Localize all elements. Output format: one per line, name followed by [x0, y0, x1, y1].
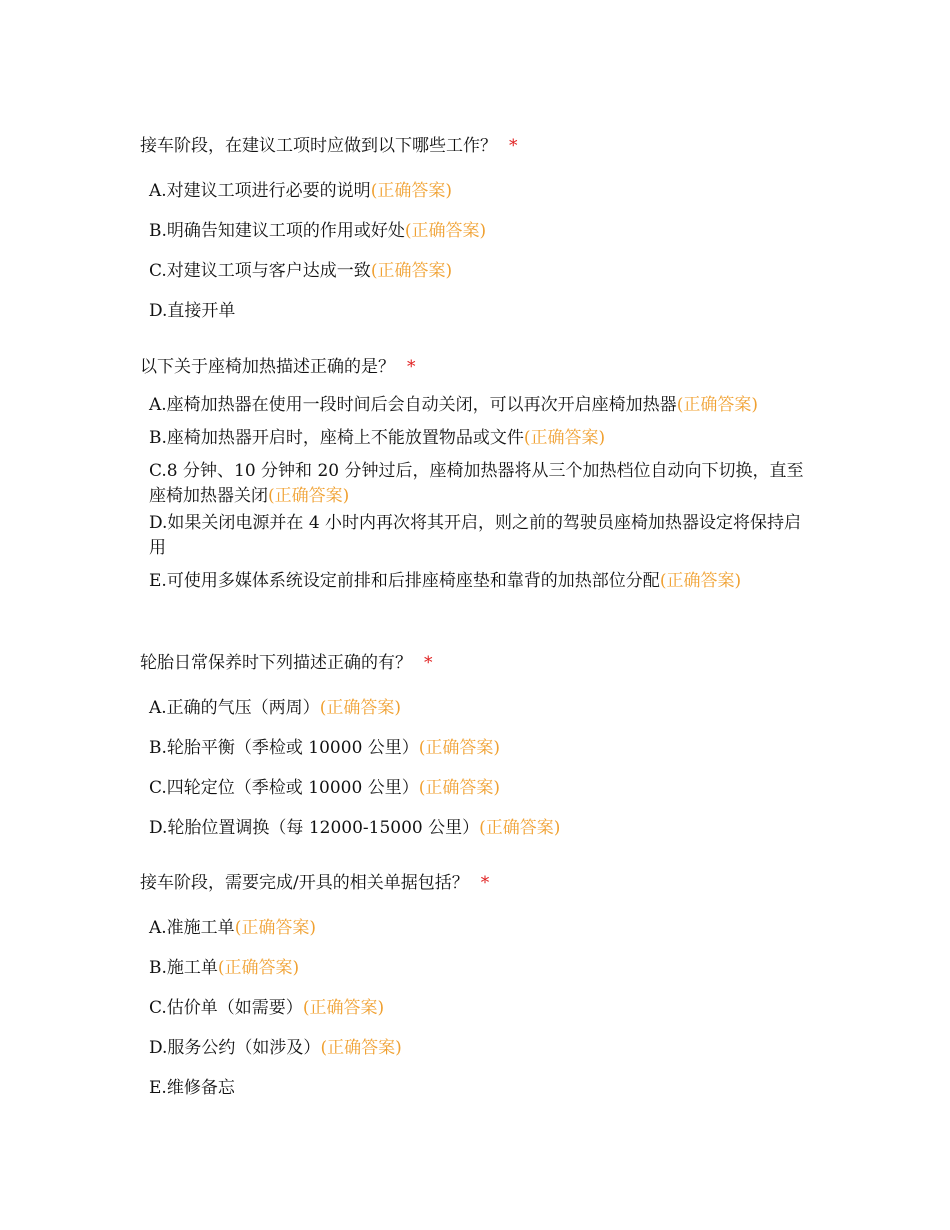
question-3: [140, 651, 820, 841]
option-d: D.直接开单: [149, 301, 236, 321]
correct-answer-tag: (正确答案): [676, 395, 758, 415]
option-d: D.轮胎位置调换（每 12000-15000 公里）(正确答案): [149, 818, 561, 838]
option-d: D.如果关闭电源并在 4 小时内再次将其开启，则之前的驾驶员座椅加热器设定将保持启用: [149, 513, 802, 558]
option-b: B.施工单(正确答案): [149, 958, 300, 978]
option-c: C.对建议工项与客户达成一致(正确答案): [149, 261, 453, 281]
option-c: C.8 分钟、10 分钟和 20 分钟过后，座椅加热器将从三个加热档位自动向下切换，直至座椅加热器关闭(正确答案): [149, 461, 804, 506]
option-b: B.明确告知建议工项的作用或好处(正确答案): [149, 221, 487, 241]
correct-answer-tag: (正确答案): [268, 486, 350, 506]
option-a: A.座椅加热器在使用一段时间后会自动关闭，可以再次开启座椅加热器(正确答案): [149, 395, 758, 415]
question-2: [140, 355, 820, 594]
correct-answer-tag: (正确答案): [370, 261, 453, 281]
option-e: E.维修备忘: [149, 1078, 235, 1098]
correct-answer-tag: (正确答案): [319, 698, 401, 718]
correct-answer-tag: (正确答案): [217, 958, 300, 978]
correct-answer-tag: (正确答案): [234, 918, 316, 938]
option-d: D.服务公约（如涉及）(正确答案): [149, 1038, 402, 1058]
required-mark: *: [424, 653, 433, 673]
question-1: [140, 134, 820, 324]
correct-answer-tag: (正确答案): [418, 778, 500, 798]
option-b: B.座椅加热器开启时，座椅上不能放置物品或文件(正确答案): [149, 428, 606, 448]
option-c: C.估价单（如需要）(正确答案): [149, 998, 385, 1018]
question-title: 接车阶段，需要完成/开具的相关单据包括？ *: [140, 873, 490, 893]
question-title: 以下关于座椅加热描述正确的是？ *: [140, 357, 416, 377]
required-mark: *: [407, 357, 416, 377]
question-4: [140, 871, 820, 1101]
option-c: C.四轮定位（季检或 10000 公里）(正确答案): [149, 778, 500, 798]
option-a: A.正确的气压（两周）(正确答案): [149, 698, 401, 718]
required-mark: *: [480, 873, 490, 893]
option-a: A.对建议工项进行必要的说明(正确答案): [149, 181, 452, 201]
correct-answer-tag: (正确答案): [302, 998, 385, 1018]
correct-answer-tag: (正确答案): [523, 428, 606, 448]
correct-answer-tag: (正确答案): [479, 818, 561, 838]
option-b: B.轮胎平衡（季检或 10000 公里）(正确答案): [149, 738, 501, 758]
required-mark: *: [509, 136, 518, 156]
option-e: E.可使用多媒体系统设定前排和后排座椅座垫和靠背的加热部位分配(正确答案): [149, 571, 742, 591]
question-title: 接车阶段，在建议工项时应做到以下哪些工作？ *: [140, 136, 518, 156]
correct-answer-tag: (正确答案): [404, 221, 487, 241]
option-a: A.准施工单(正确答案): [149, 918, 316, 938]
correct-answer-tag: (正确答案): [659, 571, 742, 591]
question-title: 轮胎日常保养时下列描述正确的有？ *: [140, 653, 433, 673]
correct-answer-tag: (正确答案): [418, 738, 501, 758]
correct-answer-tag: (正确答案): [370, 181, 452, 201]
correct-answer-tag: (正确答案): [320, 1038, 402, 1058]
